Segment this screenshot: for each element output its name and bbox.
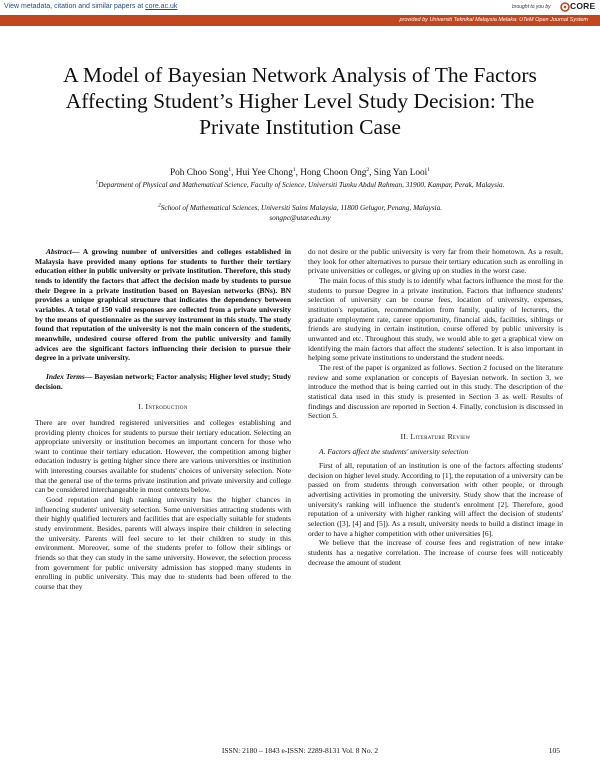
page-number: 105 xyxy=(548,746,560,755)
paragraph: The rest of the paper is organized as follows. Section 2 focused on the literature review and some explanation or concepts of Bayesian network. In section 3, we introduce the method that is being carried out in this study. The description of the statistical data used in this study is presented in Section 3 as well. Results of findings and discussion are reported in Section 4. Finally, conclusion is discussed in Section 5. xyxy=(308,362,563,421)
abstract: Abstract— A growing number of universities and colleges established in Malaysia have provided many options for students to further their tertiary education either in public university or private institution. Therefore, this study tends to identify the factors that affect the decision made by students to pursue their Degree in a private institution based on Bayesian networks (BNs). BN provides a unique graphical structure that indicates the dependency between variables. A total of 150 valid responses are collected from a private university by the means of questionnaire as the survey instrument in this study. The study found that reputation of the university is not the main concern of the students, meanwhile, undesired course offered from the public university and family advices are the significant factors influencing their decision to pursue their degree in a private university. xyxy=(35,247,292,363)
author-name: Hong Choon Ong xyxy=(300,168,367,178)
affiliation-1: $^1$Department of Physical and Mathematical Science, Faculty of Science, Universiti Tunku Abdul Rahman, 31900, Kampar, Perak, Malaysia. xyxy=(95,179,505,189)
footer-issn: ISSN: 2180 – 1843 e-ISSN: 2289-8131 Vol. 8 No. 2 xyxy=(221,746,379,755)
core-ac-uk-link[interactable]: core.ac.uk xyxy=(145,3,178,10)
metadata-text: View metadata, citation and similar papers at xyxy=(4,3,144,10)
left-column xyxy=(35,247,291,592)
paragraph: First of all, reputation of an institution is one of the factors affecting students' decision on higher level study. According to [1], the reputation of a university can be passed on from students through conversation with other people, or through advertising activities in promoting the university. Study show that the increase of university's ranking will influence the student's enrolment [2]. Therefore, good reputation of a university with higher ranking will affect the decision of students' selection ([3], [4] and [5]). As a result, university needs to build a distinct image in order to have a higher competition with other universities [6]. xyxy=(308,461,563,538)
core-logo-icon xyxy=(560,1,570,13)
paragraph: do not desire or the public university is very far from their hometown. As a result, they look for other alternatives to pursue their tertiary education such as enrolling in private universities or colleges, or giving up on studies in the worst case. xyxy=(308,247,563,276)
core-logo-text: CORE xyxy=(570,1,596,11)
provided-by-bar[interactable]: provided by Universiti Teknikal Malaysia Melaka: UTeM Open Journal System xyxy=(0,15,600,26)
author-name: Hui Yee Chong xyxy=(235,168,293,178)
subsection-heading: A. Factors affect the students' university selection xyxy=(319,447,469,457)
section-heading-introduction: I. Introduction xyxy=(138,402,188,412)
author-list: Poh Choo Song$^1$, Hui Yee Chong$^1$, Hong Choon Ong$^2$, Sing Yan Looi$^1$ xyxy=(169,166,431,178)
paragraph: We believe that the increase of course fees and registration of new intake students has a negative correlation. The increase of course fees will noticeably decrease the amount of student xyxy=(308,538,563,567)
author-name: Poh Choo Song xyxy=(169,168,229,178)
author-name: Sing Yan Looi xyxy=(373,168,428,178)
paragraph: The main focus of this study is to identify what factors influence the most for the students to pursue Degree in a private institution. Factors that influence students' selection of university can be course fees, location of university, expenses, institution's reputation, recommendation from family, quality of lecturers, the graduate employment rate, career opportunity, financial aids, facilities, siblings or friends are studying in certain institution, course offered by public university is unwanted and etc. Throughout this study, we would able to get a graphical view on identifying the main factors that affect the students' selection. It is also important in helping some private institutions to understand the student needs. xyxy=(308,275,563,363)
right-column xyxy=(308,247,563,567)
paragraph: There are over hundred registered universities and colleges establishing and providing plenty choices for students to pursue their tertiary education. Selecting an appropriate university or institution becomes an important concern for those who want to continue their tertiary education. However, the competition among higher education industry is getting higher since there are various universities or institution with interesting courses available for students' choices of university selection. Note that the general use of the terms private institution and private university and college can be considered interchangeable in most contexts below. xyxy=(35,417,291,495)
brought-to-you-by: brought to you by xyxy=(512,4,551,10)
section-heading-literature-review: II. Literature Review xyxy=(400,431,471,441)
index-terms: Index Terms— Bayesian network; Factor analysis; Higher level study; Study decision. xyxy=(35,371,292,391)
core-logo[interactable] xyxy=(560,0,598,13)
paragraph: Good reputation and high ranking university has the higher chances in influencing students' university selection. Some universities attracting students with their highly qualified lecturers and facilities that are especially suitable for students study environment. Besides, parents will always inspire their children in selecting the university. Parents will feel secure to let their children to study in this environment. Moreover, some of the students prefer to follow their siblings or friends so that they can study in the same university. However, the selection process from government for public university admission has stopped many students in enrolling in public university. This may due to students had been offered to the course that they xyxy=(35,495,291,591)
core-metadata-link[interactable] xyxy=(4,3,177,10)
author-email: songpc@utar.edu.my xyxy=(269,213,331,222)
paper-title: A Model of Bayesian Network Analysis of The Factors Affecting Student’s Higher Level Study Decision: The Private Institution Case xyxy=(63,63,537,139)
affiliation-2: $^2$School of Mathematical Sciences, Universiti Sains Malaysia, 11800 Gelugor, Penang, Malaysia. xyxy=(157,202,443,212)
